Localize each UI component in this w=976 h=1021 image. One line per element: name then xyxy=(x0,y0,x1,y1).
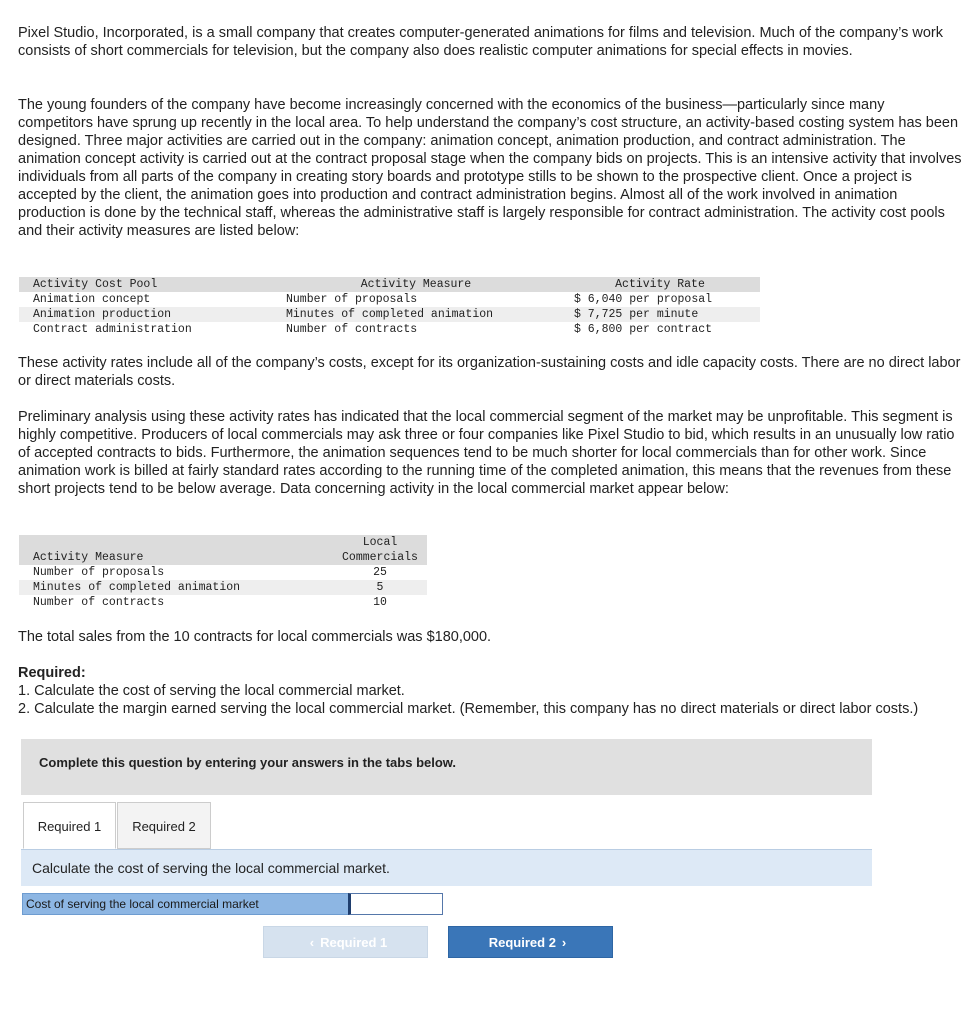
intro-paragraph-1: Pixel Studio, Incorporated, is a small company that creates computer-generated animations for films and television. Much of the company’s work consists of short commercials for television, but the company also does realistic computer animations for special effects in movies. xyxy=(18,25,943,59)
answer-row-label: Cost of serving the local commercial market xyxy=(22,893,349,915)
rate-cell: $ 6,800 per contract xyxy=(574,323,713,336)
tab-instruction-bar xyxy=(21,849,872,886)
measure-cell: Number of contracts xyxy=(286,323,418,336)
next-button-label: Required 2 xyxy=(488,935,556,950)
value-cell: 25 xyxy=(373,566,387,579)
instructions-banner xyxy=(21,739,872,795)
measure-cell: Number of contracts xyxy=(33,596,165,609)
cost-answer-input[interactable] xyxy=(348,893,443,915)
rate-cell: $ 6,040 per proposal xyxy=(574,293,713,306)
paragraph-3: These activity rates include all of the company’s costs, except for its organization-sustaining costs and idle capacity costs. There are no direct labor or direct materials costs. xyxy=(18,355,961,389)
header-activity-measure: Activity Measure xyxy=(19,550,333,565)
header-local-line2: Commercials xyxy=(333,550,427,565)
local-commercials-table xyxy=(19,535,427,610)
cost-pool-cell: Animation concept xyxy=(33,293,151,306)
tab-required-1[interactable]: Required 1 xyxy=(23,802,116,849)
header-local-line1: Local xyxy=(333,535,427,550)
banner-text: Complete this question by entering your answers in the tabs below. xyxy=(39,755,457,770)
cost-pool-cell: Animation production xyxy=(19,307,272,322)
value-cell: 10 xyxy=(373,596,387,609)
activity-rates-table xyxy=(19,277,760,337)
tab-instruction-text: Calculate the cost of serving the local commercial market. xyxy=(32,860,390,876)
measure-cell: Minutes of completed animation xyxy=(19,580,333,595)
paragraph-5: The total sales from the 10 contracts for local commercials was $180,000. xyxy=(18,629,492,645)
value-cell: 5 xyxy=(333,580,427,595)
prev-button-label: Required 1 xyxy=(320,935,388,950)
required-item-1: 1. Calculate the cost of serving the local commercial market. xyxy=(18,683,405,699)
header-activity-measure: Activity Measure xyxy=(272,277,560,292)
measure-cell: Number of proposals xyxy=(286,293,418,306)
next-button[interactable] xyxy=(448,926,613,958)
chevron-right-icon: › xyxy=(561,935,567,950)
header-activity-rate: Activity Rate xyxy=(560,277,760,292)
intro-paragraph-2: The young founders of the company have become increasingly concerned with the economics of the business—particularly since many competitors have sprung up recently in the local area. To help understand the company’s cost structure, an activity-based costing system has been designed. Three major activities are carried out in the company: animation concept, animation production, and contract administration. The animation concept activity is carried out at the contract proposal stage when the company bids on projects. This is an intensive activity that involves individuals from all parts of the company in creating story boards and prototype stills to be shown to the prospective client. Once a project is accepted by the client, the animation goes into production and contract administration begins. Almost all of the work involved in animation production is done by the technical staff, whereas the administrative staff is largely responsible for contract administration. The activity cost pools and their activity measures are listed below: xyxy=(18,97,962,239)
measure-cell: Minutes of completed animation xyxy=(272,307,560,322)
tab-required-2[interactable]: Required 2 xyxy=(117,802,211,849)
rate-cell: $ 7,725 per minute xyxy=(560,307,760,322)
chevron-left-icon: ‹ xyxy=(309,935,315,950)
measure-cell: Number of proposals xyxy=(33,566,165,579)
cost-pool-cell: Contract administration xyxy=(33,323,192,336)
required-item-2: 2. Calculate the margin earned serving the local commercial market. (Remember, this company has no direct materials or direct labor costs.) xyxy=(18,701,919,717)
header-cost-pool: Activity Cost Pool xyxy=(19,277,272,292)
prev-button[interactable] xyxy=(263,926,428,958)
required-label: Required: xyxy=(18,665,86,681)
paragraph-4: Preliminary analysis using these activity rates has indicated that the local commercial segment of the market may be unprofitable. This segment is highly competitive. Producers of local commercials may ask three or four companies like Pixel Studio to bid, which results in an unusually low ratio of accepted contracts to bids. Furthermore, the animation sequences tend to be much shorter for local commercials than for other work. Since animation work is billed at fairly standard rates according to the running time of the completed animation, this means that the revenues from these short projects tend to be below average. Data concerning activity in the local commercial market appear below: xyxy=(18,409,955,497)
